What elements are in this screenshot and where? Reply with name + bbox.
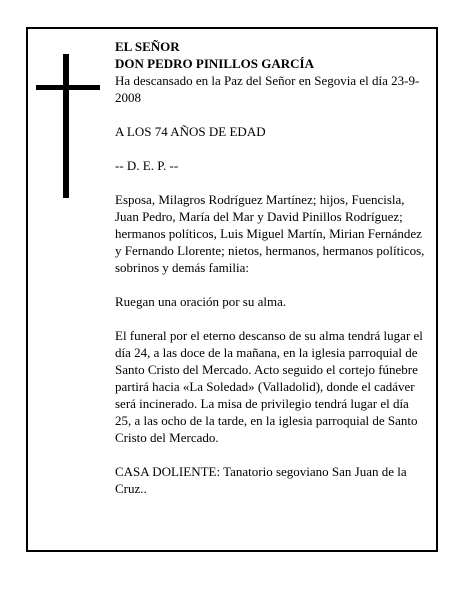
- prayer-request: Ruegan una oración por su alma.: [115, 294, 287, 309]
- title-line-1: EL SEÑOR: [115, 39, 180, 54]
- mourning-house: CASA DOLIENTE: Tanatorio segoviano San Juan de la Cruz..: [115, 464, 407, 496]
- deceased-name: DON PEDRO PINILLOS GARCÍA: [115, 56, 314, 71]
- obituary-text: [115, 38, 427, 497]
- cross-horizontal-bar: [36, 85, 100, 90]
- funeral-details: El funeral por el eterno descanso de su alma tendrá lugar el día 24, a las doce de la mañana, en la iglesia parroquial de Santo Cristo del Mercado. Acto seguido el cortejo fúnebre partirá hacia «La Soledad» (Valladolid), donde el cadáver será incinerado. La misa de privilegio tendrá lugar el día 25, a las ocho de la tarde, en la iglesia parroquial de Santo Cristo del Mercado.: [115, 328, 423, 445]
- cross-vertical-bar: [63, 54, 69, 198]
- family-paragraph: Esposa, Milagros Rodríguez Martínez; hijos, Fuencisla, Juan Pedro, María del Mar y David Pinillos Rodríguez; hermanos políticos, Luis Miguel Martín, Mirian Fernández y Fernando Llorente; nietos, hermanos, hermanos políticos, sobrinos y demás familia:: [115, 192, 425, 275]
- cross-icon: [36, 54, 100, 198]
- rest-statement: Ha descansado en la Paz del Señor en Segovia el día 23-9-2008: [115, 73, 420, 105]
- age-statement: A LOS 74 AÑOS DE EDAD: [115, 124, 266, 139]
- rip-line: -- D. E. P. --: [115, 158, 179, 173]
